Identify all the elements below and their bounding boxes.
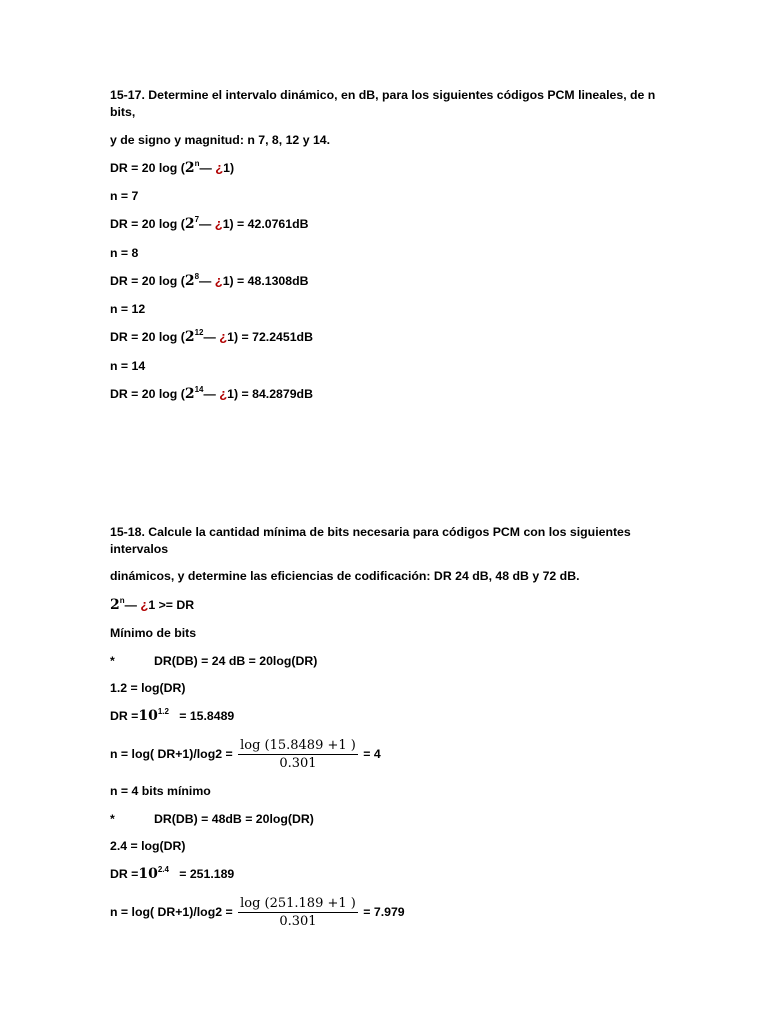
case1-fraction: $\frac{\log (15.8489 +1 )}{0.301}$ bbox=[240, 738, 356, 772]
case1-log-equation: 1.2 = log(DR) bbox=[110, 681, 186, 695]
problem-15-17-title-line3: y de signo y magnitud: n 7, 8, 12 y 14. bbox=[110, 133, 331, 147]
case1-n-equation: n = log( DR+1)/log2 = $\frac{\log (15.8489 +1 )}{0.301}$ = 4 bbox=[110, 738, 381, 772]
dr-result-12: DR = 20 $\log (2^{12}—$ ¿1) = 72.2451dB bbox=[110, 328, 313, 345]
n-value-7: n = 7 bbox=[110, 189, 139, 203]
case1-conclusion: n = 4 bits mínimo bbox=[110, 784, 211, 798]
problem-15-18-title-line3: dinámicos, y determine las eficiencias de codificación: DR 24 dB, 48 dB y 72 dB. bbox=[110, 569, 580, 583]
n-value-12: n = 12 bbox=[110, 302, 146, 316]
min-bits-condition: 2$^n$— ¿1 >= DR bbox=[110, 596, 195, 613]
case1-dr-equation: * DR(DB) = 24 dB = 20log(DR) bbox=[110, 654, 318, 668]
dr-result-14: DR = 20 $\log (2^{14}—$ ¿1) = 84.2879dB bbox=[110, 385, 313, 402]
case2-dr-value: DR $=10^{2.4}$ = 251.189 bbox=[110, 865, 235, 882]
problem-15-18-title-line2: intervalos bbox=[110, 542, 169, 556]
dr-result-8: DR = 20 $\log (2^8—$ ¿1) = 48.1308dB bbox=[110, 272, 309, 289]
min-bits-heading: Mínimo de bits bbox=[110, 626, 197, 640]
case2-n-equation: n = log( DR+1)/log2 = $\frac{\log (251.189 +1 )}{0.301}$ = 7.979 bbox=[110, 896, 405, 930]
case2-fraction: $\frac{\log (251.189 +1 )}{0.301}$ bbox=[240, 896, 356, 930]
problem-15-17-title-line1: 15-17. Determine el intervalo dinámico, en dB, para los siguientes códigos PCM lineales, de n bbox=[110, 88, 656, 102]
case2-dr-equation: * DR(DB) = 48dB = 20log(DR) bbox=[110, 812, 314, 826]
n-value-14: n = 14 bbox=[110, 359, 146, 373]
dr-result-7: DR = 20 $\log (2^7—$ ¿1) = 42.0761dB bbox=[110, 215, 309, 232]
case2-log-equation: 2.4 = log(DR) bbox=[110, 839, 186, 853]
n-value-8: n = 8 bbox=[110, 246, 139, 260]
problem-15-17-title-line2: bits, bbox=[110, 105, 136, 119]
problem-15-18-title-line1: 15-18. Calcule la cantidad mínima de bits necesaria para códigos PCM con los siguientes bbox=[110, 525, 631, 539]
dr-general-formula: DR = 20 log (2$^n$— ¿1) bbox=[110, 159, 235, 176]
case1-dr-value: DR $=10^{1.2}$ = 15.8489 bbox=[110, 707, 235, 724]
